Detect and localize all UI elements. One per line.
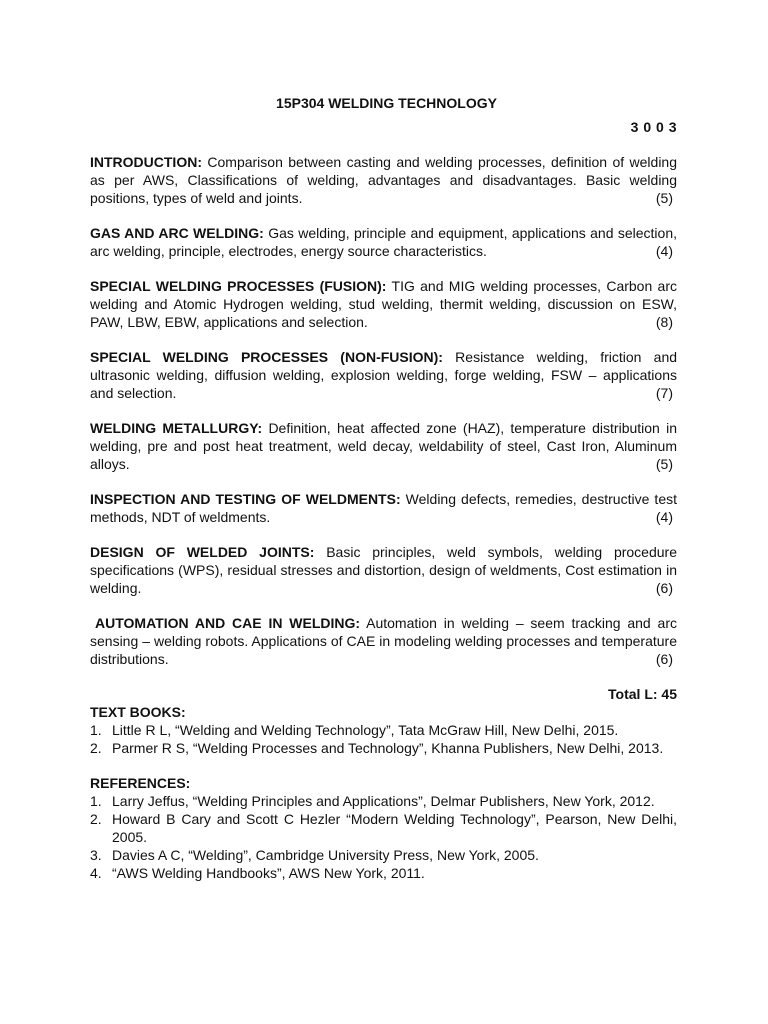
list-item-number: 1. [90, 722, 102, 738]
topic-gas-arc-welding [90, 224, 677, 260]
topic-special-non-fusion [90, 348, 677, 402]
topic-hours: (5) [655, 190, 673, 206]
references-title: REFERENCES: [90, 775, 191, 791]
topic-description: Welding defects, remedies, destructive test methods, NDT of weldments. [90, 491, 677, 525]
topic-hours: (5) [655, 456, 673, 472]
topic-design-welded-joints [90, 543, 677, 597]
list-item-number: 4. [90, 865, 102, 881]
list-item [90, 846, 677, 864]
topic-heading: WELDING METALLURGY: [90, 420, 263, 436]
topic-hours: (6) [655, 580, 673, 596]
topic-description: Gas welding, principle and equipment, applications and selection, arc welding, principle, electrodes, energy source characteristics. [90, 225, 677, 259]
list-item-text: Parmer R S, “Welding Processes and Technology”, Khanna Publishers, New Delhi, 2013. [112, 740, 664, 756]
text-books-list [90, 721, 677, 757]
list-item [90, 810, 677, 846]
topic-description: Basic principles, weld symbols, welding procedure specifications (WPS), residual stresses and distortion, design of weldments, Cost estimation in welding. [90, 544, 677, 596]
topic-description: TIG and MIG welding processes, Carbon arc welding and Atomic Hydrogen welding, stud welding, thermit welding, discussion on ESW, PAW, LBW, EBW, applications and selection. [90, 278, 677, 330]
references-list [90, 792, 677, 882]
list-item [90, 721, 677, 739]
topic-heading: DESIGN OF WELDED JOINTS: [90, 544, 315, 560]
course-credits: 3 0 0 3 [630, 119, 677, 135]
topic-introduction [90, 153, 677, 207]
topic-description: Resistance welding, friction and ultrasonic welding, diffusion welding, explosion welding, forge welding, FSW – applications and selection. [90, 349, 678, 401]
text-books-title: TEXT BOOKS: [90, 704, 186, 720]
list-item [90, 792, 677, 810]
syllabus-page [90, 94, 677, 882]
topic-description: Automation in welding – seem tracking and arc sensing – welding robots. Applications of CAE in modeling welding processes and temperature distributions. [90, 615, 677, 667]
list-item-text: Larry Jeffus, “Welding Principles and Applications”, Delmar Publishers, New York, 2012. [112, 793, 655, 809]
list-item-number: 3. [90, 847, 102, 863]
list-item-number: 2. [90, 740, 102, 756]
list-item [90, 739, 677, 757]
topic-heading: AUTOMATION AND CAE IN WELDING: [95, 615, 361, 631]
topic-heading: INSPECTION AND TESTING OF WELDMENTS: [90, 491, 401, 507]
list-item-number: 1. [90, 793, 102, 809]
topic-hours: (6) [655, 651, 673, 667]
topic-hours: (4) [655, 509, 673, 525]
total-lecture-hours: Total L: 45 [608, 686, 677, 702]
course-title: 15P304 WELDING TECHNOLOGY [276, 95, 497, 111]
topic-heading: SPECIAL WELDING PROCESSES (FUSION): [90, 278, 387, 294]
topic-automation-cae [90, 614, 677, 668]
topic-welding-metallurgy [90, 419, 677, 473]
list-item-text: Howard B Cary and Scott C Hezler “Modern Welding Technology”, Pearson, New Delhi, 2005. [112, 811, 677, 845]
topic-heading: SPECIAL WELDING PROCESSES (NON-FUSION): [90, 349, 443, 365]
topic-special-fusion [90, 277, 677, 331]
topic-description: Comparison between casting and welding processes, definition of welding as per AWS, Classifications of welding, advantages and disadvantages. Basic welding positions, types of weld and joints. [90, 154, 677, 206]
topic-inspection-testing [90, 490, 677, 526]
topic-hours: (8) [655, 314, 673, 330]
topic-hours: (7) [655, 385, 673, 401]
topic-description: Definition, heat affected zone (HAZ), temperature distribution in welding, pre and post heat treatment, weld decay, weldability of steel, Cast Iron, Aluminum alloys. [90, 420, 677, 472]
topic-hours: (4) [655, 243, 673, 259]
list-item-text: Davies A C, “Welding”, Cambridge University Press, New York, 2005. [112, 847, 539, 863]
list-item [90, 864, 677, 882]
list-item-text: Little R L, “Welding and Welding Technology”, Tata McGraw Hill, New Delhi, 2015. [112, 722, 619, 738]
list-item-text: “AWS Welding Handbooks”, AWS New York, 2011. [112, 865, 425, 881]
list-item-number: 2. [90, 811, 102, 827]
topic-heading: GAS AND ARC WELDING: [90, 225, 264, 241]
topic-heading: INTRODUCTION: [90, 154, 202, 170]
